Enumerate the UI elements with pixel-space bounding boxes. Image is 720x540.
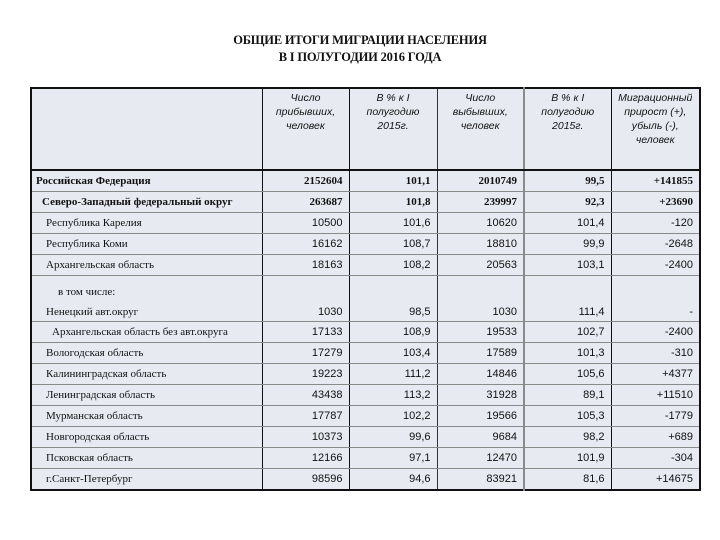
arrived-pct-value: 97,1 bbox=[349, 448, 437, 469]
subheading-label: в том числе: bbox=[58, 286, 116, 298]
title-line-1: ОБЩИЕ ИТОГИ МИГРАЦИИ НАСЕЛЕНИЯ bbox=[233, 33, 487, 47]
departed-value: 31928 bbox=[437, 385, 524, 406]
region-name-text: Ненецкий авт.округ bbox=[46, 306, 139, 318]
table-row bbox=[31, 364, 700, 385]
departed-pct-value: 89,1 bbox=[524, 385, 611, 406]
table-row bbox=[31, 406, 700, 427]
title-line-2: В I ПОЛУГОДИИ 2016 ГОДА bbox=[278, 50, 442, 64]
header-region bbox=[31, 88, 262, 170]
net-migration-value: +14675 bbox=[655, 473, 693, 485]
departed-pct-value: 101,3 bbox=[524, 343, 611, 364]
departed-pct-value: 101,4 bbox=[524, 213, 611, 234]
net-migration-value: -2400 bbox=[611, 322, 700, 343]
table-row bbox=[31, 170, 700, 192]
departed-pct-value: 99,5 bbox=[524, 170, 611, 192]
departed-pct-value: 92,3 bbox=[524, 192, 611, 213]
table-row bbox=[31, 192, 700, 213]
region-name: Псковская область bbox=[31, 448, 262, 469]
table-row bbox=[31, 322, 700, 343]
arrived-pct-value: 113,2 bbox=[349, 385, 437, 406]
table-row bbox=[31, 448, 700, 469]
departed-value: 20563 bbox=[437, 255, 524, 276]
net-migration-value: -120 bbox=[611, 213, 700, 234]
region-name: Республика Коми bbox=[31, 234, 262, 255]
net-migration-value: -310 bbox=[611, 343, 700, 364]
departed-value: 2010749 bbox=[437, 170, 524, 192]
arrived-pct-value: 102,2 bbox=[349, 406, 437, 427]
net-migration-value: +11510 bbox=[611, 385, 700, 406]
migration-table bbox=[30, 87, 701, 491]
departed-pct-value: 101,9 bbox=[524, 448, 611, 469]
arrived-value: 18163 bbox=[262, 255, 349, 276]
region-name bbox=[31, 276, 262, 322]
document-title bbox=[0, 32, 720, 66]
table-header-row bbox=[31, 88, 700, 170]
departed-pct-value: 102,7 bbox=[524, 322, 611, 343]
departed-value: 83921 bbox=[437, 469, 524, 491]
departed-value: 10620 bbox=[437, 213, 524, 234]
net-migration-value: +23690 bbox=[611, 192, 700, 213]
arrived-value: 19223 bbox=[262, 364, 349, 385]
region-name: г.Санкт-Петербург bbox=[31, 469, 262, 491]
region-name: Северо-Западный федеральный округ bbox=[31, 192, 262, 213]
arrived-pct-value: 94,6 bbox=[349, 469, 437, 491]
arrived-value: 1030 bbox=[262, 276, 349, 322]
arrived-value: 2152604 bbox=[262, 170, 349, 192]
net-migration-value: -2400 bbox=[611, 255, 700, 276]
header-departed: Число выбывших, человек bbox=[437, 88, 524, 170]
net-migration-value: - bbox=[611, 276, 700, 322]
header-net-migration: Миграционный прирост (+), убыль (-), человек bbox=[611, 88, 700, 170]
net-migration-value: +4377 bbox=[611, 364, 700, 385]
arrived-value: 263687 bbox=[262, 192, 349, 213]
departed-value: 1030 bbox=[437, 276, 524, 322]
arrived-pct-value: 101,1 bbox=[349, 170, 437, 192]
net-migration-value: +141855 bbox=[611, 170, 700, 192]
departed-value: 9684 bbox=[437, 427, 524, 448]
arrived-value: 10373 bbox=[262, 427, 349, 448]
arrived-value: 12166 bbox=[262, 448, 349, 469]
table-row bbox=[31, 255, 700, 276]
departed-value: 19566 bbox=[437, 406, 524, 427]
departed-pct-value: 105,3 bbox=[524, 406, 611, 427]
region-name: Мурманская область bbox=[31, 406, 262, 427]
departed-pct-value: 111,4 bbox=[524, 276, 611, 322]
table-row bbox=[31, 234, 700, 255]
region-name: Новгородская область bbox=[31, 427, 262, 448]
departed-value: 17589 bbox=[437, 343, 524, 364]
table-row bbox=[31, 213, 700, 234]
departed-value: 14846 bbox=[437, 364, 524, 385]
arrived-pct-value: 99,6 bbox=[349, 427, 437, 448]
region-name: Калининградская область bbox=[31, 364, 262, 385]
arrived-pct-value: 103,4 bbox=[349, 343, 437, 364]
arrived-value: 10500 bbox=[262, 213, 349, 234]
table-row bbox=[31, 469, 700, 491]
arrived-value: 17279 bbox=[262, 343, 349, 364]
arrived-value: 16162 bbox=[262, 234, 349, 255]
table-row bbox=[31, 276, 700, 322]
departed-pct-value: 103,1 bbox=[524, 255, 611, 276]
region-name: Архангельская область bbox=[31, 255, 262, 276]
arrived-pct-value: 111,2 bbox=[349, 364, 437, 385]
arrived-pct-value: 108,7 bbox=[349, 234, 437, 255]
arrived-pct-value: 101,8 bbox=[349, 192, 437, 213]
departed-pct-value: 99,9 bbox=[524, 234, 611, 255]
table-row bbox=[31, 427, 700, 448]
departed-value: 18810 bbox=[437, 234, 524, 255]
net-migration-value: -1779 bbox=[611, 406, 700, 427]
header-arrived: Число прибывших, человек bbox=[262, 88, 349, 170]
net-migration-value: +689 bbox=[611, 427, 700, 448]
header-departed-pct: В % к I полугодию 2015г. bbox=[524, 88, 611, 170]
region-name: Архангельская область без авт.округа bbox=[31, 322, 262, 343]
arrived-value: 17133 bbox=[262, 322, 349, 343]
arrived-pct-value: 108,9 bbox=[349, 322, 437, 343]
arrived-value: 17787 bbox=[262, 406, 349, 427]
arrived-pct-value: 108,2 bbox=[349, 255, 437, 276]
net-migration-value: -304 bbox=[611, 448, 700, 469]
header-arrived-pct: В % к I полугодию 2015г. bbox=[349, 88, 437, 170]
departed-value: 19533 bbox=[437, 322, 524, 343]
table-row bbox=[31, 343, 700, 364]
arrived-value: 98596 bbox=[262, 469, 349, 491]
departed-pct-value: 81,6 bbox=[524, 469, 611, 491]
region-name: Российская Федерация bbox=[31, 170, 262, 192]
table-row bbox=[31, 385, 700, 406]
departed-value: 239997 bbox=[437, 192, 524, 213]
departed-pct-value: 105,6 bbox=[524, 364, 611, 385]
arrived-pct-value: 98,5 bbox=[349, 276, 437, 322]
departed-value: 12470 bbox=[437, 448, 524, 469]
arrived-pct-value: 101,6 bbox=[349, 213, 437, 234]
arrived-value: 43438 bbox=[262, 385, 349, 406]
region-name: Ленинградская область bbox=[31, 385, 262, 406]
net-migration-value: -2648 bbox=[611, 234, 700, 255]
departed-pct-value: 98,2 bbox=[524, 427, 611, 448]
region-name: Вологодская область bbox=[31, 343, 262, 364]
region-name: Республика Карелия bbox=[31, 213, 262, 234]
